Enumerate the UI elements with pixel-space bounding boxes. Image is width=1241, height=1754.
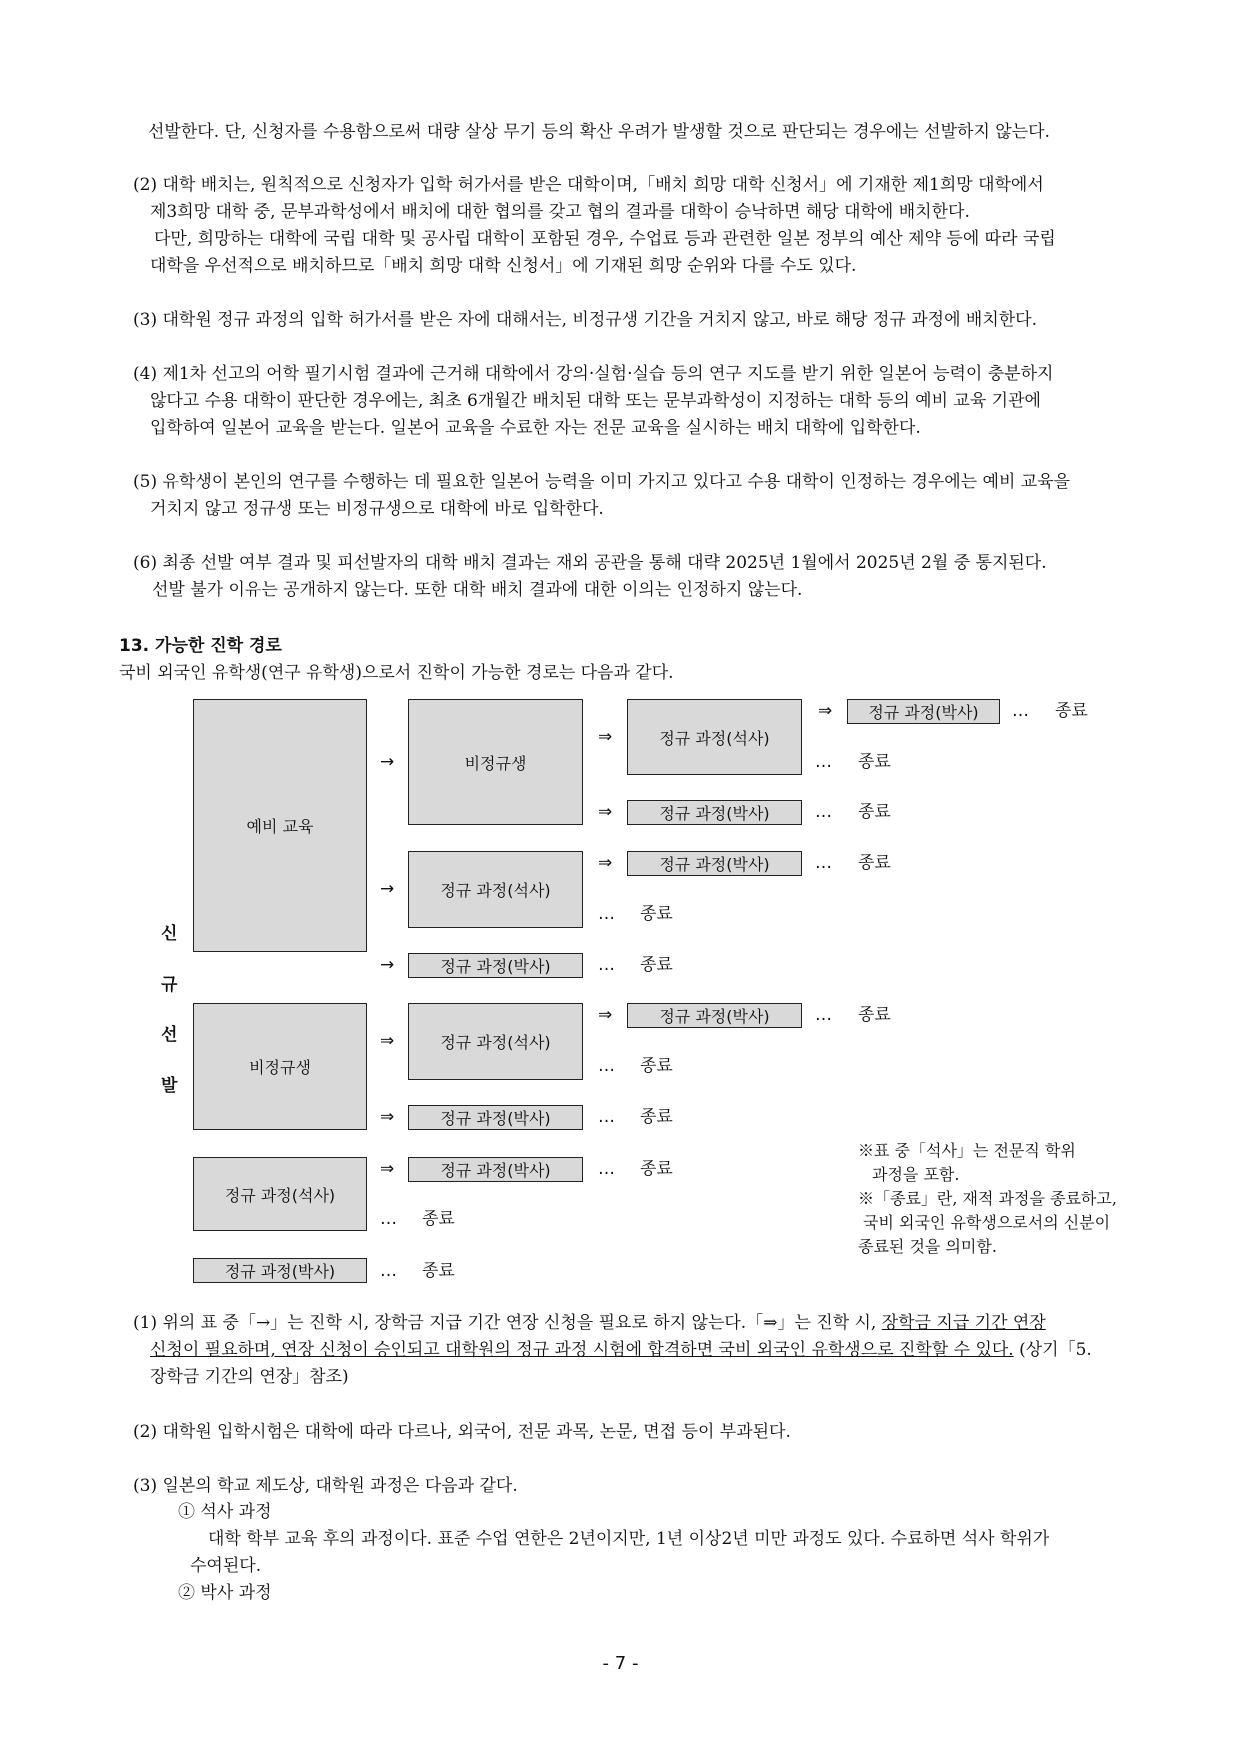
- diagram-note: 국비 외국인 유학생으로서의 신분이: [863, 1213, 1111, 1232]
- dots: …: [598, 1159, 615, 1179]
- end-label: 종료: [858, 853, 891, 873]
- arrow-double: ⇒: [380, 1031, 395, 1051]
- paragraph-line: (3) 대학원 정규 과정의 입학 허가서를 받은 자에 대해서는, 비정규생 기간을 거치지 않고, 바로 해당 정규 과정에 배치한다.: [133, 310, 1037, 330]
- paragraph-line: 않다고 수용 대학이 판단한 경우에는, 최초 6개월간 배치된 대학 또는 문부과학성이 지정하는 대학 등의 예비 교육 기관에: [150, 391, 1041, 411]
- prep-education-box: 예비 교육: [193, 699, 367, 952]
- dots: …: [380, 1261, 397, 1281]
- note-3: (3) 일본의 학교 제도상, 대학원 과정은 다음과 같다.: [133, 1476, 518, 1496]
- master-course-box: 정규 과정(석사): [627, 699, 802, 775]
- doctor-course-box: 정규 과정(박사): [193, 1258, 367, 1283]
- arrow-double: ⇒: [818, 701, 833, 721]
- arrow-simple: →: [380, 752, 395, 772]
- end-label: 종료: [640, 1159, 673, 1179]
- non-regular-box: 비정규생: [408, 699, 583, 825]
- non-regular-box: 비정규생: [193, 1003, 367, 1130]
- dots: …: [1012, 701, 1029, 721]
- note-3-item: ② 박사 과정: [178, 1583, 272, 1603]
- doctor-course-box: 정규 과정(박사): [627, 851, 802, 876]
- dots: …: [598, 1056, 615, 1076]
- doctor-course-box: 정규 과정(박사): [627, 1003, 802, 1028]
- note-1-line: 신청이 필요하며, 연장 신청이 승인되고 대학원의 정규 과정 시험에 합격하면 국비 외국인 유학생으로 진학할 수 있다. (상기「5.: [150, 1340, 1092, 1360]
- doctor-course-box: 정규 과정(박사): [408, 953, 583, 978]
- end-label: 종료: [640, 904, 673, 924]
- paragraph-line: 입학하여 일본어 교육을 받는다. 일본어 교육을 수료한 자는 전문 교육을 실시하는 배치 대학에 입학한다.: [150, 418, 921, 438]
- dots: …: [598, 955, 615, 975]
- page-number: - 7 -: [602, 1653, 639, 1674]
- arrow-double: ⇒: [598, 1005, 613, 1025]
- paragraph-line: 거치지 않고 정규생 또는 비정규생으로 대학에 바로 입학한다.: [150, 499, 604, 519]
- doctor-course-box: 정규 과정(박사): [847, 699, 1000, 724]
- side-label-char: 선: [161, 1025, 178, 1045]
- end-label: 종료: [1055, 701, 1088, 721]
- paragraph-line: 선발 불가 이유는 공개하지 않는다. 또한 대학 배치 결과에 대한 이의는 인정하지 않는다.: [152, 580, 803, 600]
- end-label: 종료: [858, 1005, 891, 1025]
- dots: …: [815, 1005, 832, 1025]
- end-label: 종료: [422, 1261, 455, 1281]
- section-title: 13. 가능한 진학 경로: [119, 636, 282, 656]
- note-3-body: 수여된다.: [190, 1556, 262, 1576]
- arrow-simple: →: [380, 879, 395, 899]
- diagram-note: ※「종료」란, 재적 과정을 종료하고,: [858, 1189, 1117, 1208]
- arrow-double: ⇒: [598, 802, 613, 822]
- note-1-line: (1) 위의 표 중「→」는 진학 시, 장학금 지급 기간 연장 신청을 필요로 하지 않는다.「⇒」는 진학 시, 장학금 지급 기간 연장: [133, 1313, 1046, 1333]
- end-label: 종료: [640, 955, 673, 975]
- doctor-course-box: 정규 과정(박사): [627, 800, 802, 825]
- dots: …: [598, 904, 615, 924]
- arrow-simple: →: [380, 955, 395, 975]
- arrow-double: ⇒: [380, 1159, 395, 1179]
- master-course-box: 정규 과정(석사): [408, 1003, 583, 1080]
- diagram-note: 과정을 포함.: [872, 1165, 960, 1184]
- paragraph-line: (6) 최종 선발 여부 결과 및 피선발자의 대학 배치 결과는 재외 공관을 통해 대략 2025년 1월에서 2025년 2월 중 통지된다.: [133, 553, 1047, 573]
- arrow-double: ⇒: [598, 853, 613, 873]
- paragraph-line: 대학을 우선적으로 배치하므로「배치 희망 대학 신청서」에 기재된 희망 순위와 다를 수도 있다.: [150, 256, 857, 276]
- diagram-note: 종료된 것을 의미함.: [858, 1237, 997, 1256]
- dots: …: [380, 1209, 397, 1229]
- end-label: 종료: [422, 1209, 455, 1229]
- master-course-box: 정규 과정(석사): [408, 851, 583, 928]
- note-2: (2) 대학원 입학시험은 대학에 따라 다르나, 외국어, 전문 과목, 논문, 면접 등이 부과된다.: [133, 1422, 791, 1442]
- paragraph-line: (4) 제1차 선고의 어학 필기시험 결과에 근거해 대학에서 강의·실험·실습 등의 연구 지도를 받기 위한 일본어 능력이 충분하지: [133, 364, 1054, 384]
- doctor-course-box: 정규 과정(박사): [408, 1157, 583, 1182]
- side-label-char: 발: [161, 1076, 178, 1096]
- arrow-double: ⇒: [598, 727, 613, 747]
- end-label: 종료: [858, 752, 891, 772]
- note-3-body: 대학 학부 교육 후의 과정이다. 표준 수업 연한은 2년이지만, 1년 이상2년 미만 과정도 있다. 수료하면 석사 학위가: [208, 1529, 1050, 1549]
- side-label-char: 신: [161, 924, 178, 944]
- dots: …: [815, 802, 832, 822]
- section-intro: 국비 외국인 유학생(연구 유학생)으로서 진학이 가능한 경로는 다음과 같다.: [119, 663, 674, 683]
- end-label: 종료: [640, 1107, 673, 1127]
- paragraph-line: (2) 대학 배치는, 원칙적으로 신청자가 입학 허가서를 받은 대학이며,「배치 희망 대학 신청서」에 기재한 제1희망 대학에서: [133, 175, 1044, 195]
- end-label: 종료: [858, 802, 891, 822]
- paragraph-line: 선발한다. 단, 신청자를 수용함으로써 대량 살상 무기 등의 확산 우려가 발생할 것으로 판단되는 경우에는 선발하지 않는다.: [148, 122, 1050, 142]
- note-3-item: ① 석사 과정: [178, 1502, 272, 1522]
- master-course-box: 정규 과정(석사): [193, 1157, 367, 1231]
- dots: …: [815, 752, 832, 772]
- note-1-line: 장학금 기간의 연장」참조): [150, 1367, 349, 1387]
- paragraph-line: 다만, 희망하는 대학에 국립 대학 및 공사립 대학이 포함된 경우, 수업료 등과 관련한 일본 정부의 예산 제약 등에 따라 국립: [154, 229, 1056, 249]
- doctor-course-box: 정규 과정(박사): [408, 1105, 583, 1130]
- dots: …: [598, 1107, 615, 1127]
- diagram-note: ※표 중「석사」는 전문직 학위: [858, 1141, 1076, 1160]
- end-label: 종료: [640, 1056, 673, 1076]
- paragraph-line: 제3희망 대학 중, 문부과학성에서 배치에 대한 협의를 갖고 협의 결과를 대학이 승낙하면 해당 대학에 배치한다.: [150, 202, 970, 222]
- side-label-char: 규: [161, 975, 178, 995]
- arrow-double: ⇒: [380, 1107, 395, 1127]
- dots: …: [815, 853, 832, 873]
- paragraph-line: (5) 유학생이 본인의 연구를 수행하는 데 필요한 일본어 능력을 이미 가지고 있다고 수용 대학이 인정하는 경우에는 예비 교육을: [133, 472, 1071, 492]
